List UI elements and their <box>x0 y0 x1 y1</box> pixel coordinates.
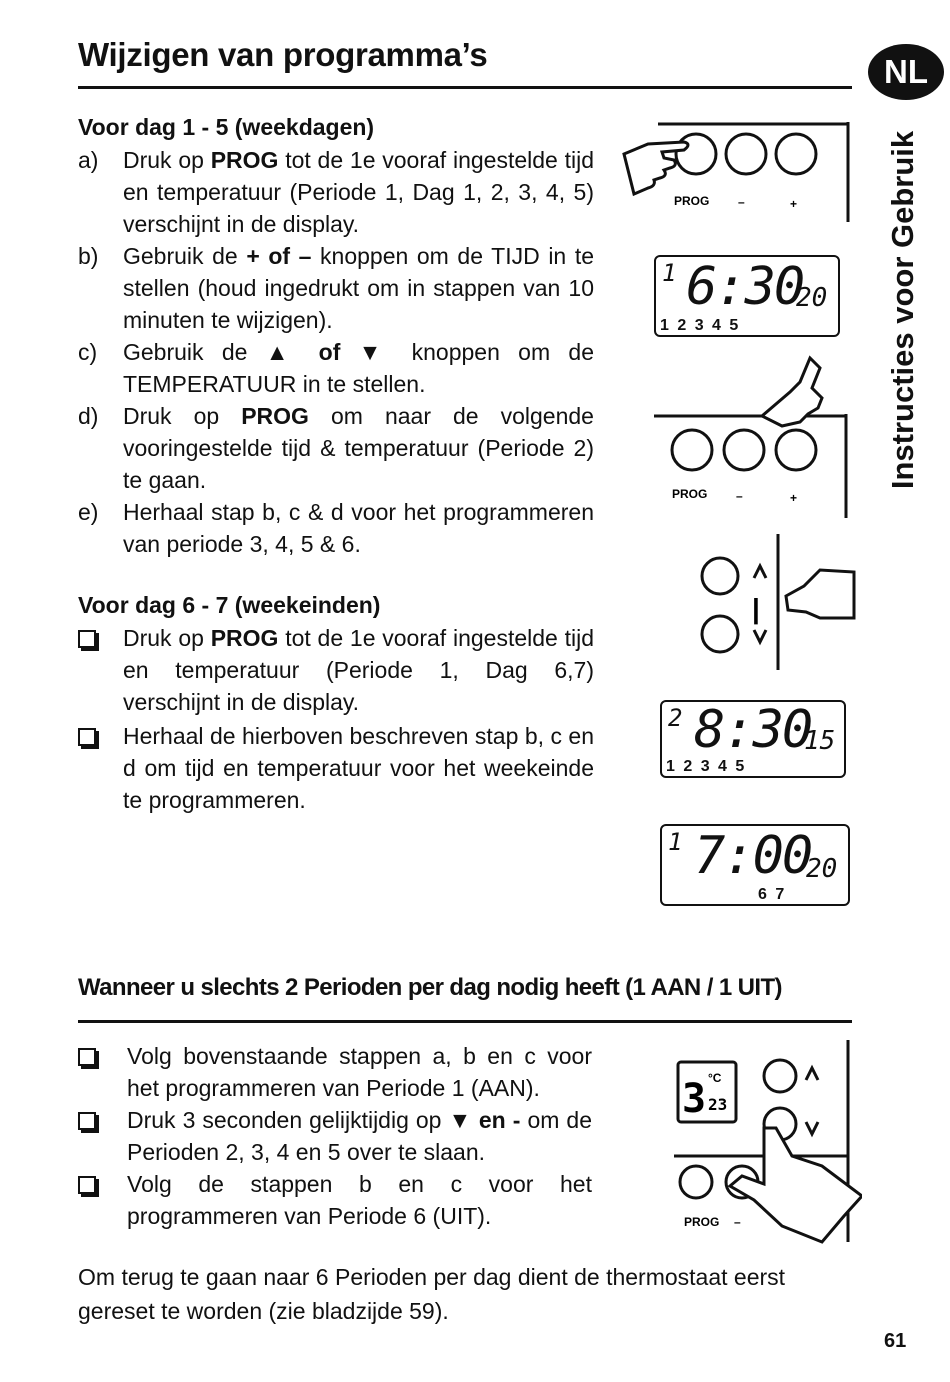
minus-button-label: – <box>734 1215 741 1229</box>
prog-button-label: PROG <box>674 194 710 208</box>
pointing-hand-icon <box>624 142 688 194</box>
lcd-days: 1 2 3 4 5 <box>666 758 747 775</box>
checkbox-bullet-icon <box>78 1048 96 1066</box>
weekday-step-e: e) Herhaal stap b, c & d voor het programmeren van periode 3, 4, 5 & 6. <box>78 496 594 560</box>
lcd-temperature: 20 <box>796 283 828 313</box>
two-periods-step-1: Volg bovenstaande stappen a, b en c voor het programmeren van Periode 1 (AAN). <box>78 1040 592 1104</box>
temperature-buttons-illustration <box>694 532 859 672</box>
thermometer-icon: | <box>752 593 760 624</box>
weekday-step-a: a) Druk op PROG tot de 1e vooraf ingestelde tijd en temperatuur (Periode 1, Dag 1, 2, 3, 4, 5) verschijnt in de display. <box>78 144 594 240</box>
weekdays-heading: Voor dag 1 - 5 (weekdagen) <box>78 114 375 140</box>
step-marker: a) <box>78 147 99 173</box>
weekday-step-d: d) Druk op PROG om naar de volgende vooringestelde tijd & temperatuur (Periode 2) te gaan. <box>78 400 594 496</box>
lcd-display-period1 <box>654 255 840 337</box>
lcd-display-weekend <box>660 824 850 906</box>
lcd-days: 1 2 3 4 5 <box>660 317 741 334</box>
minus-button-label: – <box>736 489 743 503</box>
section-rule <box>78 1020 852 1023</box>
prog-button-label: PROG <box>672 487 708 501</box>
plus-button-label: + <box>790 197 798 211</box>
side-label: Instructies voor Gebruik <box>885 130 920 490</box>
two-periods-illustration <box>672 1036 862 1248</box>
two-periods-step-2: Druk 3 seconden gelijktijdig op ▼ en - om de Perioden 2, 3, 4 en 5 over te slaan. <box>78 1104 592 1168</box>
buttons-press-illustration <box>650 352 860 522</box>
two-periods-step-3: Volg de stappen b en c voor het programmeren van Periode 6 (UIT). <box>78 1168 592 1232</box>
weekends-heading: Voor dag 6 - 7 (weekeinden) <box>78 592 381 618</box>
step-marker: d) <box>78 403 99 429</box>
language-badge: NL <box>868 44 944 100</box>
lcd-temperature: 20 <box>806 854 838 884</box>
checkbox-bullet-icon <box>78 1176 96 1194</box>
minus-button-label: – <box>738 195 745 209</box>
lcd-temperature: 15 <box>804 726 836 756</box>
step-marker: e) <box>78 499 99 525</box>
lcd-days: 6 7 <box>758 886 787 903</box>
step-marker: b) <box>78 243 99 269</box>
lcd-period: 1 <box>662 259 677 287</box>
title-rule <box>78 86 852 89</box>
step-marker: c) <box>78 339 98 365</box>
mini-lcd-small: 23 <box>708 1095 728 1114</box>
checkbox-bullet-icon <box>78 728 96 746</box>
pointing-hand-icon <box>730 1128 862 1242</box>
two-periods-heading: Wanneer u slechts 2 Perioden per dag nodig heeft (1 AAN / 1 UIT) <box>78 974 782 1001</box>
lcd-time: 8:30 <box>694 700 812 760</box>
lcd-display-period2 <box>660 700 846 778</box>
lcd-time: 7:00 <box>694 826 812 886</box>
checkbox-bullet-icon <box>78 630 96 648</box>
prog-buttons-illustration <box>618 118 858 228</box>
reset-note: Om terug te gaan naar 6 Perioden per dag dient de thermostaat eerst gereset te worden (zie bladzijde 59). <box>78 1264 786 1324</box>
page-title: Wijzigen van programma’s <box>78 36 488 73</box>
weekday-step-c: c) Gebruik de ▲ of ▼ knoppen om de TEMPERATUUR in te stellen. <box>78 336 594 400</box>
mini-lcd-value: 3 <box>682 1076 707 1122</box>
page-number: 61 <box>884 1330 907 1352</box>
lcd-time: 6:30 <box>686 257 804 317</box>
lcd-period: 1 <box>668 828 683 856</box>
plus-button-label: + <box>790 491 798 505</box>
pointing-hand-icon <box>786 570 854 618</box>
prog-button-label: PROG <box>684 1215 720 1229</box>
lcd-period: 2 <box>668 704 683 732</box>
weekend-step-2: Herhaal de hierboven beschreven stap b, c en d om tijd en temperatuur voor het weekeinde te programmeren. <box>78 720 594 816</box>
weekend-step-1: Druk op PROG tot de 1e vooraf ingestelde tijd en temperatuur (Periode 1, Dag 6,7) verschijnt in de display. <box>78 622 594 718</box>
checkbox-bullet-icon <box>78 1112 96 1130</box>
weekday-step-b: b) Gebruik de + of – knoppen om de TIJD in te stellen (houd ingedrukt om in stappen van 10 minuten te wijzigen). <box>78 240 594 336</box>
mini-lcd-unit: °C <box>708 1071 722 1085</box>
